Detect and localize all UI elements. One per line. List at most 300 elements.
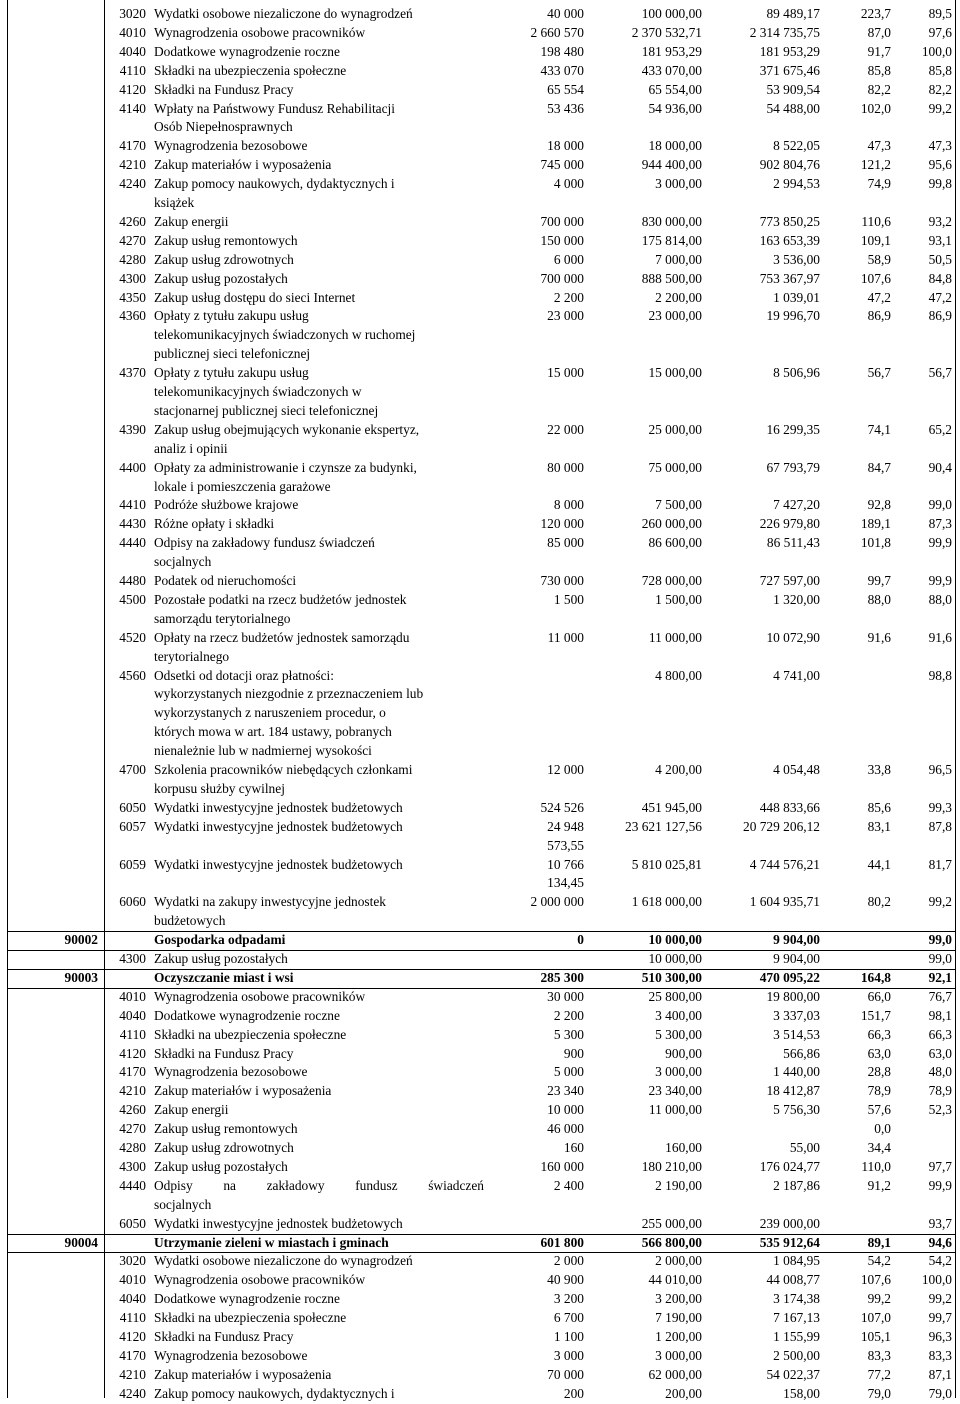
plan-value: 8 000 bbox=[553, 497, 584, 513]
paragraph-code: 4110 bbox=[119, 62, 146, 78]
paragraph-code: 4300 bbox=[119, 1158, 146, 1174]
item-name-line: Składki na Fundusz Pracy bbox=[154, 1045, 294, 1061]
percent-of-plan-after-changes: 93,7 bbox=[928, 1215, 952, 1231]
item-name-line: telekomunikacyjnych świadczonych w bbox=[154, 384, 362, 399]
plan-after-changes-value: 2 190,00 bbox=[655, 1177, 702, 1193]
item-name-line: wykorzystanych z naruszeniem procedur, o bbox=[154, 705, 386, 721]
plan-after-changes-value: 11 000,00 bbox=[648, 629, 702, 645]
item-name-line: Zakup materiałów i wyposażenia bbox=[154, 1366, 332, 1382]
item-name-line: Opłaty z tytułu zakupu usług bbox=[154, 308, 309, 324]
plan-value: 5 300 bbox=[553, 1026, 584, 1042]
item-name-line: telekomunikacyjnych świadczonych w ruchomej bbox=[154, 327, 416, 343]
execution-value: 54 022,37 bbox=[766, 1366, 820, 1382]
percent-of-plan-after-changes: 99,9 bbox=[928, 1177, 952, 1193]
plan-value: 134,45 bbox=[547, 875, 584, 891]
paragraph-code: 4210 bbox=[119, 157, 146, 173]
percent-of-plan: 66,0 bbox=[867, 988, 891, 1004]
item-name-line: Odsetki od dotacji oraz płatności: bbox=[154, 667, 334, 683]
percent-of-plan: 91,7 bbox=[867, 43, 891, 59]
plan-after-changes-value: 25 800,00 bbox=[648, 988, 702, 1004]
percent-of-plan-after-changes: 50,5 bbox=[928, 251, 952, 267]
plan-after-changes-value: 1 618 000,00 bbox=[631, 894, 702, 910]
percent-of-plan: 189,1 bbox=[860, 516, 891, 532]
item-name-line: Zakup materiałów i wyposażenia bbox=[154, 157, 332, 173]
execution-value: 9 904,00 bbox=[773, 951, 820, 966]
plan-value: 900 bbox=[563, 1045, 584, 1061]
paragraph-code: 6057 bbox=[119, 818, 146, 834]
plan-after-changes-value: 75 000,00 bbox=[648, 459, 702, 475]
plan-after-changes-value: 11 000,00 bbox=[648, 1102, 702, 1118]
paragraph-code: 4560 bbox=[119, 667, 146, 683]
item-name-line: Zakup usług zdrowotnych bbox=[154, 1140, 294, 1155]
plan-after-changes-value: 175 814,00 bbox=[641, 232, 702, 248]
execution-value: 535 912,64 bbox=[759, 1234, 820, 1250]
item-name-line: Podróże służbowe krajowe bbox=[154, 497, 299, 513]
plan-value: 30 000 bbox=[547, 988, 584, 1004]
item-name-line: Wynagrodzenia osobowe pracowników bbox=[154, 988, 366, 1004]
execution-value: 158,00 bbox=[783, 1385, 820, 1401]
plan-value: 730 000 bbox=[540, 573, 584, 588]
percent-of-plan-after-changes: 90,4 bbox=[928, 459, 952, 475]
percent-of-plan: 99,7 bbox=[867, 573, 891, 588]
item-name-line: socjalnych bbox=[154, 1196, 212, 1212]
plan-value: 285 300 bbox=[540, 969, 584, 985]
item-name-line: Składki na ubezpieczenia społeczne bbox=[154, 1026, 347, 1042]
paragraph-code: 4120 bbox=[119, 81, 146, 97]
execution-value: 19 996,70 bbox=[766, 308, 820, 324]
paragraph-code: 4700 bbox=[119, 762, 146, 777]
paragraph-code: 4270 bbox=[119, 232, 146, 248]
percent-of-plan-after-changes: 76,7 bbox=[928, 988, 952, 1004]
item-name-line: Wynagrodzenia bezosobowe bbox=[154, 138, 308, 154]
percent-of-plan-after-changes: 87,3 bbox=[928, 516, 952, 532]
plan-after-changes-value: 3 000,00 bbox=[655, 176, 702, 192]
percent-of-plan: 84,7 bbox=[867, 459, 891, 475]
plan-after-changes-value: 2 200,00 bbox=[655, 289, 702, 305]
chapter-code: 90004 bbox=[64, 1234, 98, 1250]
execution-value: 7 427,20 bbox=[773, 497, 820, 513]
execution-value: 67 793,79 bbox=[766, 459, 820, 475]
execution-value: 19 800,00 bbox=[766, 988, 820, 1004]
plan-after-changes-value: 433 070,00 bbox=[641, 62, 702, 78]
plan-after-changes-value: 18 000,00 bbox=[648, 138, 702, 154]
execution-value: 773 850,25 bbox=[759, 213, 820, 229]
item-name-line: Zakup energii bbox=[154, 213, 229, 229]
plan-value: 22 000 bbox=[547, 421, 584, 437]
percent-of-plan: 85,8 bbox=[867, 62, 891, 78]
item-name-line: Wydatki osobowe niezaliczone do wynagrodzeń bbox=[154, 6, 413, 21]
percent-of-plan: 107,6 bbox=[860, 1272, 891, 1288]
execution-value: 44 008,77 bbox=[766, 1272, 820, 1288]
percent-of-plan: 92,8 bbox=[867, 497, 891, 513]
item-name-line: Zakup pomocy naukowych, dydaktycznych i bbox=[154, 1385, 395, 1401]
paragraph-code: 4280 bbox=[119, 251, 146, 267]
plan-after-changes-value: 566 800,00 bbox=[641, 1234, 702, 1250]
paragraph-code: 4010 bbox=[119, 24, 146, 40]
plan-value: 18 000 bbox=[547, 138, 584, 154]
percent-of-plan-after-changes: 99,0 bbox=[928, 951, 952, 966]
plan-value: 24 948 bbox=[547, 818, 584, 834]
percent-of-plan-after-changes: 52,3 bbox=[928, 1102, 952, 1118]
plan-after-changes-value: 510 300,00 bbox=[641, 969, 702, 985]
percent-of-plan-after-changes: 99,2 bbox=[928, 1291, 952, 1307]
plan-value: 0 bbox=[577, 932, 584, 948]
paragraph-code: 4520 bbox=[119, 629, 146, 645]
plan-value: 700 000 bbox=[540, 270, 584, 286]
item-name-line: Zakup usług remontowych bbox=[154, 232, 298, 248]
percent-of-plan-after-changes: 97,7 bbox=[928, 1158, 952, 1174]
paragraph-code: 4390 bbox=[119, 421, 146, 437]
chapter-name: Utrzymanie zieleni w miastach i gminach bbox=[154, 1234, 389, 1250]
paragraph-code: 4440 bbox=[119, 1177, 146, 1193]
plan-after-changes-value: 7 000,00 bbox=[655, 251, 702, 267]
percent-of-plan: 101,8 bbox=[860, 535, 891, 551]
percent-of-plan: 34,4 bbox=[867, 1140, 891, 1155]
plan-after-changes-value: 3 000,00 bbox=[655, 1064, 702, 1080]
execution-value: 86 511,43 bbox=[766, 535, 820, 551]
percent-of-plan-after-changes: 47,3 bbox=[928, 138, 952, 154]
plan-value: 2 660 570 bbox=[530, 24, 584, 40]
paragraph-code: 4170 bbox=[119, 1347, 146, 1363]
item-name-line: Wynagrodzenia bezosobowe bbox=[154, 1347, 308, 1363]
plan-after-changes-value: 451 945,00 bbox=[641, 799, 702, 815]
table-border-left bbox=[7, 0, 8, 1398]
percent-of-plan: 223,7 bbox=[860, 6, 891, 21]
plan-after-changes-value: 44 010,00 bbox=[648, 1272, 702, 1288]
percent-of-plan-after-changes: 98,8 bbox=[928, 667, 952, 683]
percent-of-plan: 83,3 bbox=[867, 1347, 891, 1363]
paragraph-code: 4260 bbox=[119, 1102, 146, 1118]
execution-value: 2 314 735,75 bbox=[749, 24, 820, 40]
paragraph-code: 3020 bbox=[119, 1253, 146, 1269]
table-divider bbox=[104, 0, 105, 1398]
item-name-line: Składki na ubezpieczenia społeczne bbox=[154, 62, 347, 78]
paragraph-code: 4040 bbox=[119, 1007, 146, 1023]
execution-value: 2 187,86 bbox=[773, 1177, 820, 1193]
execution-value: 2 500,00 bbox=[773, 1347, 820, 1363]
plan-value: 12 000 bbox=[547, 762, 584, 777]
execution-value: 566,86 bbox=[783, 1045, 820, 1061]
execution-value: 20 729 206,12 bbox=[743, 818, 820, 834]
execution-value: 53 909,54 bbox=[766, 81, 820, 97]
item-name-line: Opłaty na rzecz budżetów jednostek samorządu bbox=[154, 629, 410, 645]
percent-of-plan-after-changes: 99,9 bbox=[928, 573, 952, 588]
plan-after-changes-value: 7 190,00 bbox=[655, 1310, 702, 1326]
execution-value: 1 440,00 bbox=[773, 1064, 820, 1080]
item-name-line: Pozostałe podatki na rzecz budżetów jednostek bbox=[154, 591, 407, 607]
plan-after-changes-value: 888 500,00 bbox=[641, 270, 702, 286]
plan-after-changes-value: 2 000,00 bbox=[655, 1253, 702, 1269]
plan-after-changes-value: 65 554,00 bbox=[648, 81, 702, 97]
plan-value: 10 766 bbox=[547, 856, 584, 872]
execution-value: 7 167,13 bbox=[773, 1310, 820, 1326]
percent-of-plan-after-changes: 83,3 bbox=[928, 1347, 952, 1363]
percent-of-plan-after-changes: 93,2 bbox=[928, 213, 952, 229]
item-name-line: Opłaty za administrowanie i czynsze za budynki, bbox=[154, 459, 417, 475]
plan-value: 160 000 bbox=[540, 1158, 584, 1174]
plan-after-changes-value: 944 400,00 bbox=[641, 157, 702, 173]
plan-value: 2 000 000 bbox=[530, 894, 584, 910]
plan-after-changes-value: 255 000,00 bbox=[641, 1215, 702, 1231]
item-name-line: wykorzystanych niezgodnie z przeznaczeniem lub bbox=[154, 686, 424, 702]
percent-of-plan-after-changes: 87,1 bbox=[928, 1366, 952, 1382]
item-name-line: Zakup usług remontowych bbox=[154, 1121, 298, 1137]
chapter-row-rule bbox=[7, 1234, 956, 1235]
percent-of-plan: 47,2 bbox=[867, 289, 891, 305]
plan-value: 80 000 bbox=[547, 459, 584, 475]
paragraph-code: 4040 bbox=[119, 1291, 146, 1307]
item-name-line: lokale i pomieszczenia garażowe bbox=[154, 478, 331, 494]
plan-value: 160 bbox=[563, 1140, 584, 1155]
plan-value: 2 200 bbox=[553, 1007, 584, 1023]
plan-value: 745 000 bbox=[540, 157, 584, 173]
item-name-line: Wydatki inwestycyjne jednostek budżetowych bbox=[154, 799, 403, 815]
percent-of-plan-after-changes: 56,7 bbox=[928, 365, 952, 381]
item-name-line: Opłaty z tytułu zakupu usług bbox=[154, 365, 309, 381]
execution-value: 1 039,01 bbox=[773, 289, 820, 305]
percent-of-plan: 110,0 bbox=[861, 1158, 891, 1174]
item-name-line: analiz i opinii bbox=[154, 440, 228, 456]
plan-value: 70 000 bbox=[547, 1366, 584, 1382]
percent-of-plan: 77,2 bbox=[867, 1366, 891, 1382]
paragraph-code: 4400 bbox=[119, 459, 146, 475]
plan-value: 4 000 bbox=[553, 176, 584, 192]
percent-of-plan-after-changes: 99,0 bbox=[928, 497, 952, 513]
item-name-line: stacjonarnej publicznej sieci telefonicznej bbox=[154, 402, 379, 418]
chapter-row-rule bbox=[7, 988, 956, 989]
item-name-line: socjalnych bbox=[154, 554, 212, 570]
execution-value: 18 412,87 bbox=[766, 1083, 820, 1099]
percent-of-plan: 58,9 bbox=[867, 251, 891, 267]
plan-value: 40 900 bbox=[547, 1272, 584, 1288]
percent-of-plan-after-changes: 100,0 bbox=[921, 43, 952, 59]
percent-of-plan: 63,0 bbox=[867, 1045, 891, 1061]
item-name-line: Składki na Fundusz Pracy bbox=[154, 1329, 294, 1344]
item-name-line: publicznej sieci telefonicznej bbox=[154, 346, 311, 362]
execution-value: 226 979,80 bbox=[759, 516, 820, 532]
item-name-line: Zakup pomocy naukowych, dydaktycznych i bbox=[154, 176, 395, 192]
plan-after-changes-value: 260 000,00 bbox=[641, 516, 702, 532]
plan-after-changes-value: 4 200,00 bbox=[655, 762, 702, 777]
plan-after-changes-value: 160,00 bbox=[665, 1140, 702, 1155]
paragraph-code: 4240 bbox=[119, 1385, 146, 1401]
percent-of-plan-after-changes: 48,0 bbox=[928, 1064, 952, 1080]
percent-of-plan: 82,2 bbox=[867, 81, 891, 97]
item-name-line: terytorialnego bbox=[154, 648, 230, 664]
percent-of-plan-after-changes: 94,6 bbox=[928, 1234, 952, 1250]
paragraph-code: 4300 bbox=[119, 270, 146, 286]
percent-of-plan: 0,0 bbox=[874, 1121, 891, 1137]
percent-of-plan-after-changes: 97,6 bbox=[928, 24, 952, 40]
plan-after-changes-value: 4 800,00 bbox=[655, 667, 702, 683]
execution-value: 470 095,22 bbox=[759, 969, 820, 985]
percent-of-plan: 33,8 bbox=[867, 762, 891, 777]
percent-of-plan: 28,8 bbox=[867, 1064, 891, 1080]
percent-of-plan: 105,1 bbox=[860, 1329, 891, 1344]
percent-of-plan: 91,6 bbox=[867, 629, 891, 645]
plan-value: 2 200 bbox=[553, 289, 584, 305]
chapter-row-rule bbox=[7, 950, 956, 951]
percent-of-plan-after-changes: 99,8 bbox=[928, 176, 952, 192]
plan-after-changes-value: 3 000,00 bbox=[655, 1347, 702, 1363]
plan-after-changes-value: 54 936,00 bbox=[648, 100, 702, 116]
plan-after-changes-value: 900,00 bbox=[665, 1045, 702, 1061]
plan-after-changes-value: 3 200,00 bbox=[655, 1291, 702, 1307]
paragraph-code: 4140 bbox=[119, 100, 146, 116]
item-name-line: Osób Niepełnosprawnych bbox=[154, 119, 293, 135]
plan-value: 524 526 bbox=[540, 799, 584, 815]
execution-value: 1 084,95 bbox=[773, 1253, 820, 1269]
execution-value: 448 833,66 bbox=[759, 799, 820, 815]
paragraph-code: 4480 bbox=[119, 573, 146, 588]
execution-value: 55,00 bbox=[789, 1140, 820, 1155]
percent-of-plan: 56,7 bbox=[867, 365, 891, 381]
paragraph-code: 4240 bbox=[119, 176, 146, 192]
plan-after-changes-value: 10 000,00 bbox=[648, 932, 702, 948]
percent-of-plan: 151,7 bbox=[860, 1007, 891, 1023]
percent-of-plan-after-changes: 99,9 bbox=[928, 535, 952, 551]
percent-of-plan-after-changes: 92,1 bbox=[928, 969, 952, 985]
item-name-line: Wynagrodzenia bezosobowe bbox=[154, 1064, 308, 1080]
execution-value: 4 744 576,21 bbox=[749, 856, 820, 872]
percent-of-plan: 74,1 bbox=[867, 421, 891, 437]
percent-of-plan-after-changes: 81,7 bbox=[928, 856, 952, 872]
percent-of-plan-after-changes: 87,8 bbox=[928, 818, 952, 834]
chapter-row-rule bbox=[7, 931, 956, 932]
percent-of-plan-after-changes: 82,2 bbox=[928, 81, 952, 97]
table-border-right bbox=[955, 0, 956, 1398]
paragraph-code: 4010 bbox=[119, 988, 146, 1004]
plan-after-changes-value: 5 300,00 bbox=[655, 1026, 702, 1042]
percent-of-plan: 164,8 bbox=[860, 969, 891, 985]
execution-value: 9 904,00 bbox=[773, 932, 820, 948]
plan-after-changes-value: 100 000,00 bbox=[641, 6, 702, 21]
execution-value: 3 536,00 bbox=[773, 251, 820, 267]
plan-after-changes-value: 10 000,00 bbox=[648, 951, 702, 966]
percent-of-plan: 85,6 bbox=[867, 799, 891, 815]
percent-of-plan: 99,2 bbox=[867, 1291, 891, 1307]
chapter-name: Gospodarka odpadami bbox=[154, 932, 286, 948]
plan-after-changes-value: 25 000,00 bbox=[648, 421, 702, 437]
percent-of-plan-after-changes: 54,2 bbox=[928, 1253, 952, 1269]
plan-after-changes-value: 23 621 127,56 bbox=[625, 818, 702, 834]
paragraph-code: 4260 bbox=[119, 213, 146, 229]
paragraph-code: 4360 bbox=[119, 308, 146, 324]
percent-of-plan-after-changes: 65,2 bbox=[928, 421, 952, 437]
paragraph-code: 4500 bbox=[119, 591, 146, 607]
item-name-line: Dodatkowe wynagrodzenie roczne bbox=[154, 1291, 340, 1307]
plan-value: 150 000 bbox=[540, 232, 584, 248]
plan-after-changes-value: 728 000,00 bbox=[641, 573, 702, 588]
plan-value: 700 000 bbox=[540, 213, 584, 229]
item-name-line: Różne opłaty i składki bbox=[154, 516, 275, 532]
percent-of-plan: 102,0 bbox=[860, 100, 891, 116]
percent-of-plan-after-changes: 84,8 bbox=[928, 270, 952, 286]
item-name-line: Szkolenia pracowników niebędących członkami bbox=[154, 762, 413, 777]
plan-value: 573,55 bbox=[547, 837, 584, 853]
paragraph-code: 4120 bbox=[119, 1329, 146, 1344]
item-name-line: Zakup usług zdrowotnych bbox=[154, 251, 294, 267]
paragraph-code: 4210 bbox=[119, 1083, 146, 1099]
plan-after-changes-value: 86 600,00 bbox=[648, 535, 702, 551]
percent-of-plan-after-changes: 66,3 bbox=[928, 1026, 952, 1042]
item-name-line: Podatek od nieruchomości bbox=[154, 573, 297, 588]
execution-value: 371 675,46 bbox=[759, 62, 820, 78]
percent-of-plan: 79,0 bbox=[867, 1385, 891, 1401]
item-name-line: Zakup usług dostępu do sieci Internet bbox=[154, 289, 356, 305]
plan-after-changes-value: 1 500,00 bbox=[655, 591, 702, 607]
plan-after-changes-value: 181 953,29 bbox=[641, 43, 702, 59]
percent-of-plan: 107,6 bbox=[860, 270, 891, 286]
item-name-line: Odpisy na zakładowy fundusz świadczeń bbox=[154, 535, 375, 551]
paragraph-code: 6059 bbox=[119, 856, 146, 872]
plan-after-changes-value: 830 000,00 bbox=[641, 213, 702, 229]
plan-value: 15 000 bbox=[547, 365, 584, 381]
item-name-line: Dodatkowe wynagrodzenie roczne bbox=[154, 1007, 340, 1023]
paragraph-code: 4010 bbox=[119, 1272, 146, 1288]
item-name-line: Odpisy na zakładowy fundusz świadczeń bbox=[154, 1177, 484, 1193]
paragraph-code: 4270 bbox=[119, 1121, 146, 1137]
paragraph-code: 4430 bbox=[119, 516, 146, 532]
item-name-line: książek bbox=[154, 195, 195, 210]
paragraph-code: 6060 bbox=[119, 894, 146, 910]
item-name-line: Wpłaty na Państwowy Fundusz Rehabilitacji bbox=[154, 100, 395, 116]
plan-value: 2 000 bbox=[553, 1253, 584, 1269]
percent-of-plan: 89,1 bbox=[867, 1234, 891, 1250]
execution-value: 176 024,77 bbox=[759, 1158, 820, 1174]
plan-value: 23 000 bbox=[547, 308, 584, 324]
paragraph-code: 4120 bbox=[119, 1045, 146, 1061]
plan-value: 601 800 bbox=[540, 1234, 584, 1250]
paragraph-code: 4410 bbox=[119, 497, 146, 513]
percent-of-plan-after-changes: 47,2 bbox=[928, 289, 952, 305]
percent-of-plan: 121,2 bbox=[860, 157, 891, 173]
percent-of-plan-after-changes: 88,0 bbox=[928, 591, 952, 607]
plan-value: 6 700 bbox=[553, 1310, 584, 1326]
plan-after-changes-value: 200,00 bbox=[665, 1385, 702, 1401]
plan-value: 40 000 bbox=[547, 6, 584, 21]
percent-of-plan-after-changes: 98,1 bbox=[928, 1007, 952, 1023]
execution-value: 3 174,38 bbox=[773, 1291, 820, 1307]
item-name-line: Zakup materiałów i wyposażenia bbox=[154, 1083, 332, 1099]
paragraph-code: 4110 bbox=[119, 1026, 146, 1042]
plan-value: 23 340 bbox=[547, 1083, 584, 1099]
item-name-line: samorządu terytorialnego bbox=[154, 610, 291, 626]
percent-of-plan: 44,1 bbox=[867, 856, 891, 872]
paragraph-code: 4040 bbox=[119, 43, 146, 59]
execution-value: 1 604 935,71 bbox=[749, 894, 820, 910]
percent-of-plan: 86,9 bbox=[867, 308, 891, 324]
item-name-line: Zakup usług pozostałych bbox=[154, 270, 288, 286]
percent-of-plan: 110,6 bbox=[861, 213, 891, 229]
execution-value: 4 054,48 bbox=[773, 762, 820, 777]
plan-value: 46 000 bbox=[547, 1121, 584, 1137]
plan-value: 10 000 bbox=[547, 1102, 584, 1118]
percent-of-plan-after-changes: 96,5 bbox=[928, 762, 952, 777]
paragraph-code: 4170 bbox=[119, 1064, 146, 1080]
item-name-line: Zakup usług pozostałych bbox=[154, 951, 288, 966]
chapter-row-rule bbox=[7, 969, 956, 970]
percent-of-plan-after-changes: 63,0 bbox=[928, 1045, 952, 1061]
plan-value: 3 000 bbox=[553, 1347, 584, 1363]
plan-after-changes-value: 23 340,00 bbox=[648, 1083, 702, 1099]
percent-of-plan-after-changes: 99,7 bbox=[928, 1310, 952, 1326]
execution-value: 902 804,76 bbox=[759, 157, 820, 173]
item-name-line: których mowa w art. 184 ustawy, pobranych bbox=[154, 724, 392, 740]
percent-of-plan-after-changes: 99,2 bbox=[928, 894, 952, 910]
percent-of-plan-after-changes: 100,0 bbox=[921, 1272, 952, 1288]
chapter-code: 90002 bbox=[64, 932, 98, 948]
